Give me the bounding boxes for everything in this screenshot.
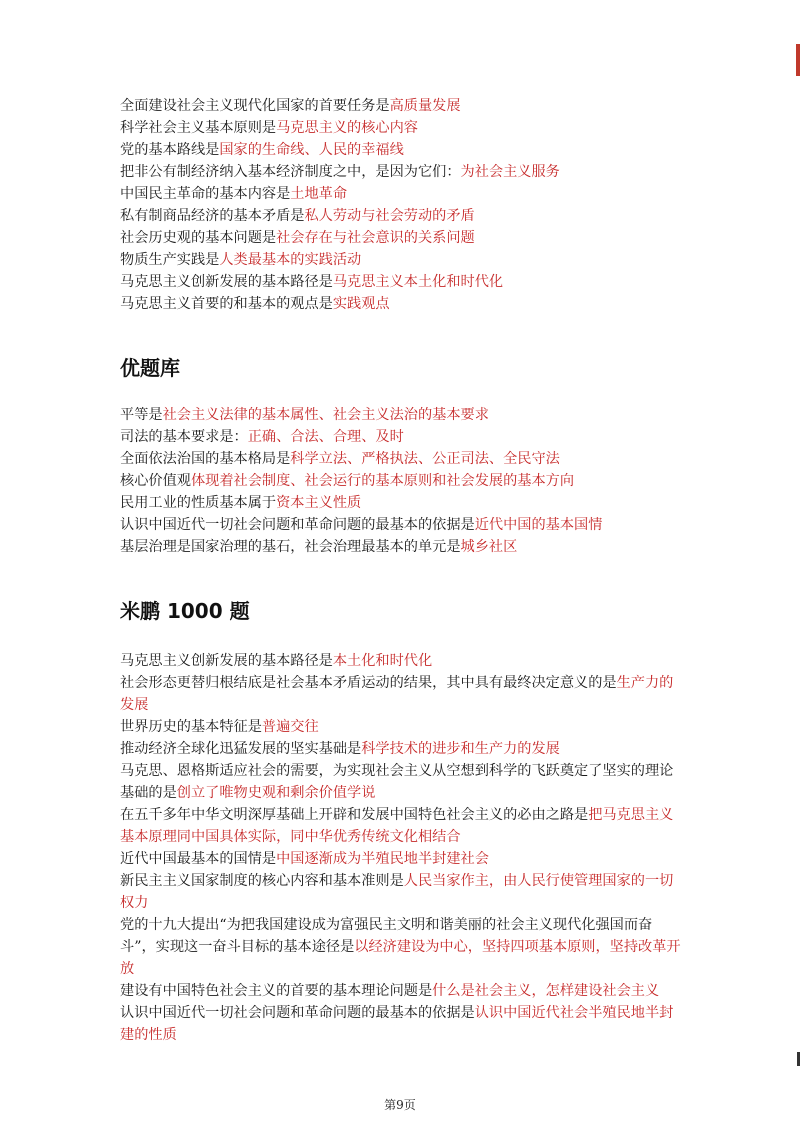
item-answer: 认识中国近代社会半殖民地半封建的性质 [120, 1005, 674, 1043]
edge-marker-top [796, 44, 800, 76]
list-item [120, 404, 682, 426]
item-text: 核心价值观 [120, 473, 191, 489]
item-text: 全面建设社会主义现代化国家的首要任务是 [120, 98, 390, 114]
section-1-list [120, 95, 682, 315]
item-answer: 城乡社区 [460, 539, 518, 555]
item-text: 认识中国近代一切社会问题和革命问题的最基本的依据是 [120, 1005, 475, 1021]
list-item [120, 426, 682, 448]
item-answer: 生产力的发展 [120, 675, 674, 713]
section-2-list [120, 404, 682, 558]
item-answer: 创立了唯物史观和剩余价值学说 [176, 785, 376, 801]
list-item [120, 293, 682, 315]
item-answer: 国家的生命线、人民的幸福线 [219, 142, 404, 158]
item-text: 全面依法治国的基本格局是 [120, 451, 291, 467]
item-text: 把非公有制经济纳入基本经济制度之中，是因为它们： [120, 164, 461, 180]
item-answer: 科学立法、严格执法、公正司法、全民守法 [290, 451, 560, 467]
item-text: 社会形态更替归根结底是社会基本矛盾运动的结果，其中具有最终决定意义的是 [120, 675, 617, 691]
item-answer: 资本主义性质 [276, 495, 362, 511]
item-answer: 人民当家作主，由人民行使管理国家的一切权力 [120, 873, 674, 911]
item-text: 马克思主义创新发展的基本路径是 [120, 274, 333, 290]
list-item [120, 470, 682, 492]
item-answer: 把马克思主义基本原理同中国具体实际，同中华优秀传统文化相结合 [120, 807, 674, 845]
item-answer: 中国逐渐成为半殖民地半封建社会 [276, 851, 489, 867]
list-item [120, 249, 682, 271]
item-text: 马克思主义首要的和基本的观点是 [120, 296, 333, 312]
section-title-youtiku: 优题库 [120, 356, 180, 380]
item-text: 民用工业的性质基本属于 [120, 495, 277, 511]
item-text: 基层治理是国家治理的基石，社会治理最基本的单元是 [120, 539, 461, 555]
item-answer: 近代中国的基本国情 [474, 517, 603, 533]
item-text: 世界历史的基本特征是 [120, 719, 262, 735]
section-3-list [120, 650, 682, 1046]
item-text: 党的十九大提出“为把我国建设成为富强民主文明和谐美丽的社会主义现代化强国而奋斗”，实现这一奋斗目标的基本途径是 [120, 917, 653, 955]
item-text: 推动经济全球化迅猛发展的坚实基础是 [120, 741, 362, 757]
list-item [120, 205, 682, 227]
section-title-mipeng: 米鹏 1000 题 [120, 599, 250, 623]
item-answer: 科学技术的进步和生产力的发展 [361, 741, 560, 757]
item-text: 中国民主革命的基本内容是 [120, 186, 291, 202]
item-answer: 以经济建设为中心，坚持四项基本原则，坚持改革开放 [120, 939, 681, 977]
list-item [120, 117, 682, 139]
item-answer: 社会主义法律的基本属性、社会主义法治的基本要求 [162, 407, 489, 423]
list-item [120, 870, 682, 914]
item-answer: 本土化和时代化 [332, 653, 433, 669]
list-item [120, 848, 682, 870]
item-answer: 体现着社会制度、社会运行的基本原则和社会发展的基本方向 [190, 473, 575, 489]
item-text: 在五千多年中华文明深厚基础上开辟和发展中国特色社会主义的必由之路是 [120, 807, 589, 823]
page-number: 第9页 [384, 1098, 416, 1112]
list-item [120, 804, 682, 848]
item-text: 平等是 [120, 407, 163, 423]
item-text: 马克思、恩格斯适应社会的需要，为实现社会主义从空想到科学的飞跃奠定了坚实的理论基础的是 [120, 763, 674, 801]
list-item [120, 448, 682, 470]
list-item [120, 1002, 682, 1046]
item-answer: 人类最基本的实践活动 [219, 252, 362, 268]
item-answer: 高质量发展 [389, 98, 461, 114]
item-text: 马克思主义创新发展的基本路径是 [120, 653, 333, 669]
list-item [120, 492, 682, 514]
list-item [120, 227, 682, 249]
item-text: 物质生产实践是 [120, 252, 220, 268]
item-answer: 社会存在与社会意识的关系问题 [276, 230, 475, 246]
list-item [120, 738, 682, 760]
item-answer: 为社会主义服务 [460, 164, 560, 180]
item-text: 科学社会主义基本原则是 [120, 120, 277, 136]
list-item [120, 514, 682, 536]
list-item [120, 760, 682, 804]
item-text: 建设有中国特色社会主义的首要的基本理论问题是 [120, 983, 433, 999]
list-item [120, 95, 682, 117]
item-text: 司法的基本要求是： [120, 429, 248, 445]
list-item [120, 980, 682, 1002]
item-answer: 正确、合法、合理、及时 [247, 429, 404, 445]
list-item [120, 716, 682, 738]
list-item [120, 914, 682, 980]
item-text: 新民主主义国家制度的核心内容和基本准则是 [120, 873, 404, 889]
list-item [120, 271, 682, 293]
item-text: 近代中国最基本的国情是 [120, 851, 277, 867]
list-item [120, 183, 682, 205]
item-answer: 普遍交往 [261, 719, 319, 735]
list-item [120, 161, 682, 183]
item-text: 私有制商品经济的基本矛盾是 [120, 208, 305, 224]
item-answer: 土地革命 [290, 186, 348, 202]
item-answer: 马克思主义本土化和时代化 [332, 274, 504, 290]
list-item [120, 650, 682, 672]
item-answer: 什么是社会主义，怎样建设社会主义 [432, 983, 660, 999]
list-item [120, 536, 682, 558]
item-text: 党的基本路线是 [120, 142, 220, 158]
list-item [120, 139, 682, 161]
item-answer: 私人劳动与社会劳动的矛盾 [304, 208, 475, 224]
item-text: 认识中国近代一切社会问题和革命问题的最基本的依据是 [120, 517, 475, 533]
item-answer: 马克思主义的核心内容 [276, 120, 418, 136]
list-item [120, 672, 682, 716]
item-text: 社会历史观的基本问题是 [120, 230, 277, 246]
item-answer: 实践观点 [332, 296, 390, 312]
